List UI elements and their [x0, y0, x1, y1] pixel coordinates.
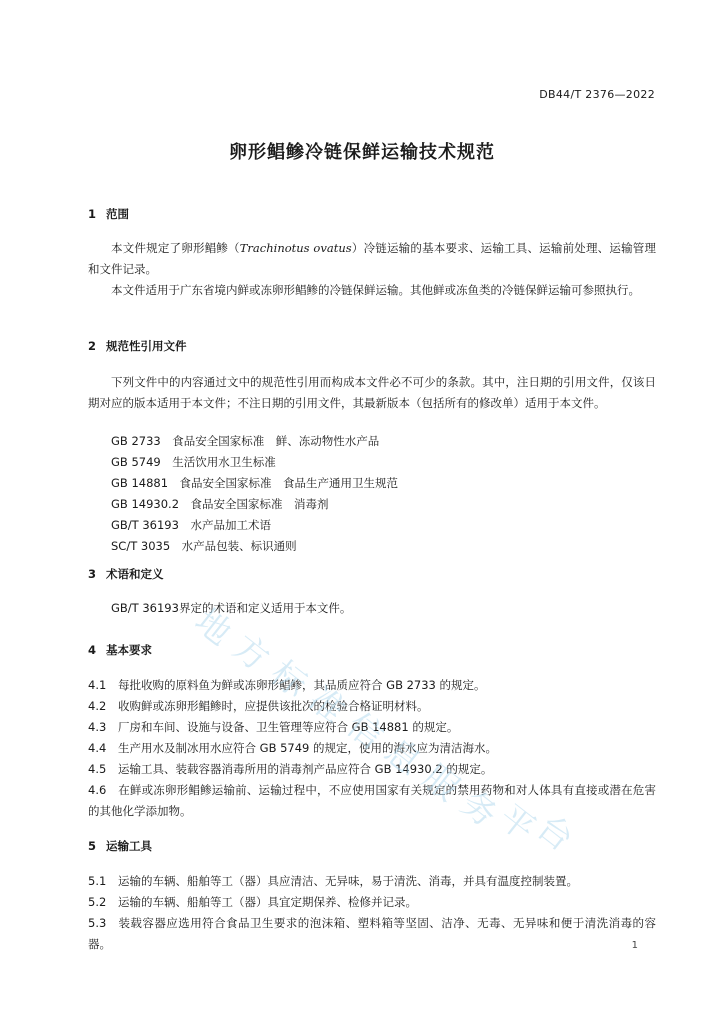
- section-number: 2: [88, 339, 97, 353]
- scope-text: 本文件规定了卵形鲳鲹（: [111, 241, 240, 255]
- watermark-char: 方: [225, 627, 277, 680]
- clause-text: 运输工具、装载容器消毒所用的消毒剂产品应符合 GB 14930.2 的规定。: [118, 762, 493, 776]
- section-heading-scope: [88, 206, 129, 222]
- clause-text: 运输的车辆、船舶等工（器）具宜定期保养、检修并记录。: [118, 895, 417, 909]
- clause-number: 4.3: [88, 720, 107, 734]
- clause: [88, 696, 656, 717]
- clause: [88, 780, 656, 822]
- scope-text: ）冷链运输的基本要求、运输工具、运输前处理、运输管理和文件记录。: [88, 241, 657, 276]
- clause-number: 4.6: [88, 783, 107, 797]
- normative-ref: GB/T 36193 水产品加工术语: [111, 518, 271, 532]
- standard-code: DB44/T 2376—2022: [539, 88, 655, 101]
- clause-number: 5.1: [88, 874, 107, 888]
- normative-ref: GB 5749 生活饮用水卫生标准: [111, 455, 276, 469]
- clause: [88, 892, 656, 913]
- terms-paragraph: GB/T 36193界定的术语和定义适用于本文件。: [111, 601, 352, 615]
- watermark-char: 地: [187, 601, 239, 654]
- clause-text: 生产用水及制冰用水应符合 GB 5749 的规定，使用的海水应为清洁海水。: [118, 741, 498, 755]
- page-number: 1: [631, 940, 638, 951]
- section-heading-normative: [88, 338, 187, 354]
- section-heading-terms: [88, 566, 164, 582]
- section-title: 规范性引用文件: [106, 339, 187, 353]
- clause: [88, 717, 656, 738]
- section-heading-basic: [88, 642, 152, 658]
- clause-number: 4.5: [88, 762, 107, 776]
- section-title: 术语和定义: [106, 567, 164, 581]
- latin-name: Trachinotus ovatus: [239, 241, 352, 255]
- clause-number: 5.2: [88, 895, 107, 909]
- watermark-char: 台: [529, 807, 581, 860]
- section-title: 基本要求: [106, 643, 152, 657]
- normative-ref: GB 2733 食品安全国家标准 鲜、冻动物性水产品: [111, 434, 380, 448]
- section-title: 运输工具: [106, 839, 152, 853]
- normative-ref: GB 14930.2 食品安全国家标准 消毒剂: [111, 497, 329, 511]
- watermark-char: 务: [453, 783, 505, 836]
- watermark-char: 准: [301, 679, 353, 732]
- clause: [88, 913, 656, 955]
- section-number: 1: [88, 207, 97, 221]
- clause-number: 4.4: [88, 741, 107, 755]
- clause-text: 收购鲜或冻卵形鲳鲹时，应提供该批次的检验合格证明材料。: [118, 699, 429, 713]
- watermark-char: 服: [415, 757, 467, 810]
- normative-intro: 下列文件中的内容通过文中的规范性引用而构成本文件必不可少的条款。其中，注日期的引用文件，仅该日期对应的版本适用于本文件；不注日期的引用文件，其最新版本（包括所有的修改单）适用于本文件。: [88, 375, 656, 410]
- clause-text: 在鲜或冻卵形鲳鲹运输前、运输过程中，不应使用国家有关规定的禁用药物和对人体具有直接或潜在危害的其他化学添加物。: [88, 783, 656, 818]
- clause-text: 运输的车辆、船舶等工（器）具应清洁、无异味，易于清洗、消毒，并具有温度控制装置。: [118, 874, 578, 888]
- section-heading-transport: [88, 838, 152, 854]
- clause-number: 5.3: [88, 916, 107, 930]
- clause-number: 4.1: [88, 678, 107, 692]
- clause: [88, 675, 656, 696]
- scope-paragraph-2: 本文件适用于广东省境内鲜或冻卵形鲳鲹的冷链保鲜运输。其他鲜或冻鱼类的冷链保鲜运输可参照执行。: [111, 283, 640, 297]
- clause: [88, 738, 656, 759]
- normative-ref: SC/T 3035 水产品包装、标识通则: [111, 539, 297, 553]
- clause-text: 厂房和车间、设施与设备、卫生管理等应符合 GB 14881 的规定。: [118, 720, 459, 734]
- watermark-char: 平: [491, 797, 543, 850]
- watermark-char: 标: [263, 653, 315, 706]
- watermark-char: 信: [339, 705, 391, 758]
- clause: [88, 871, 656, 892]
- clause-text: 每批收购的原料鱼为鲜或冻卵形鲳鲹，其品质应符合 GB 2733 的规定。: [118, 678, 486, 692]
- section-title: 范围: [106, 207, 129, 221]
- watermark-char: 息: [377, 731, 429, 784]
- normative-ref: GB 14881 食品安全国家标准 食品生产通用卫生规范: [111, 476, 399, 490]
- section-number: 4: [88, 643, 97, 657]
- section-number: 3: [88, 567, 97, 581]
- clause-text: 装载容器应选用符合食品卫生要求的泡沫箱、塑料箱等坚固、洁净、无毒、无异味和便于清洗消毒的容器。: [88, 916, 656, 951]
- document-title: 卵形鲳鲹冷链保鲜运输技术规范: [229, 142, 495, 163]
- clause: [88, 759, 656, 780]
- section-number: 5: [88, 839, 97, 853]
- clause-number: 4.2: [88, 699, 107, 713]
- scope-paragraph-1: [88, 238, 656, 280]
